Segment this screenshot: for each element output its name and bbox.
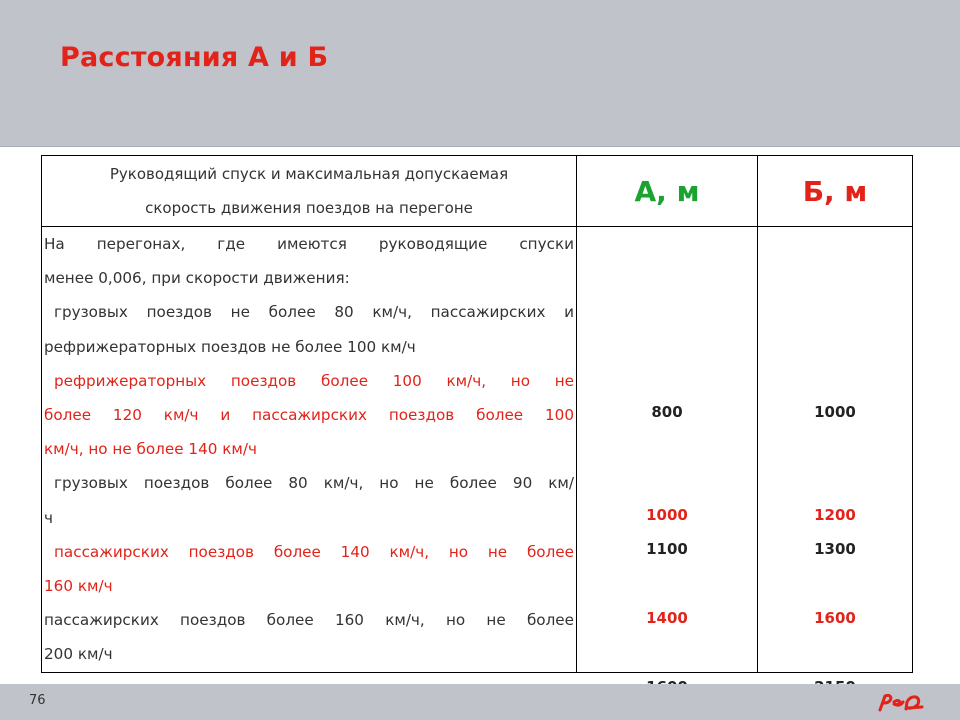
value-a: 1000: [646, 506, 688, 524]
value-a: 1100: [646, 540, 688, 558]
header-line-2: скорость движения поездов на перегоне: [145, 199, 473, 217]
value-b: 1000: [814, 403, 856, 421]
value-a: 800: [651, 403, 683, 421]
table-body-row: [42, 227, 913, 673]
desc-line: пассажирских поездов более 160 км/ч, но не более: [44, 611, 574, 630]
desc-line-highlight: 160 км/ч: [44, 577, 113, 596]
values-a-cell: [577, 227, 758, 673]
slide-title: Расстояния А и Б: [60, 42, 329, 73]
desc-line: менее 0,006, при скорости движения:: [44, 269, 350, 288]
desc-line-highlight: рефрижераторных поездов более 100 км/ч, но не: [54, 371, 574, 390]
desc-line-highlight: более 120 км/ч и пассажирских поездов более 100: [44, 406, 574, 425]
desc-line: грузовых поездов более 80 км/ч, но не более 90 км/: [54, 474, 574, 493]
header-line-1: Руководящий спуск и максимальная допускаемая: [109, 165, 509, 183]
header-bar: [0, 0, 960, 147]
desc-line: 200 км/ч: [44, 645, 113, 664]
value-b: 1600: [814, 609, 856, 627]
desc-line: На перегонах, где имеются руководящие спуски: [44, 235, 574, 253]
page-number: 76: [29, 693, 46, 708]
header-description-cell: [42, 156, 577, 227]
desc-line: грузовых поездов не более 80 км/ч, пассажирских и: [54, 303, 574, 322]
desc-line-highlight: км/ч, но не более 140 км/ч: [44, 440, 257, 459]
description-cell: [42, 227, 577, 673]
column-header-a: А, м: [577, 156, 758, 227]
distances-table: [41, 155, 913, 673]
rzd-logo-icon: [876, 690, 928, 714]
values-b-cell: [758, 227, 913, 673]
desc-line-highlight: пассажирских поездов более 140 км/ч, но не более: [54, 542, 574, 561]
table-header-row: [42, 156, 913, 227]
value-b: 1300: [814, 540, 856, 558]
desc-line: рефрижераторных поездов не более 100 км/ч: [44, 337, 416, 356]
footer-bar: [0, 684, 960, 720]
value-b: 1200: [814, 506, 856, 524]
desc-line: ч: [44, 508, 53, 527]
column-header-b: Б, м: [758, 156, 913, 227]
value-a: 1400: [646, 609, 688, 627]
